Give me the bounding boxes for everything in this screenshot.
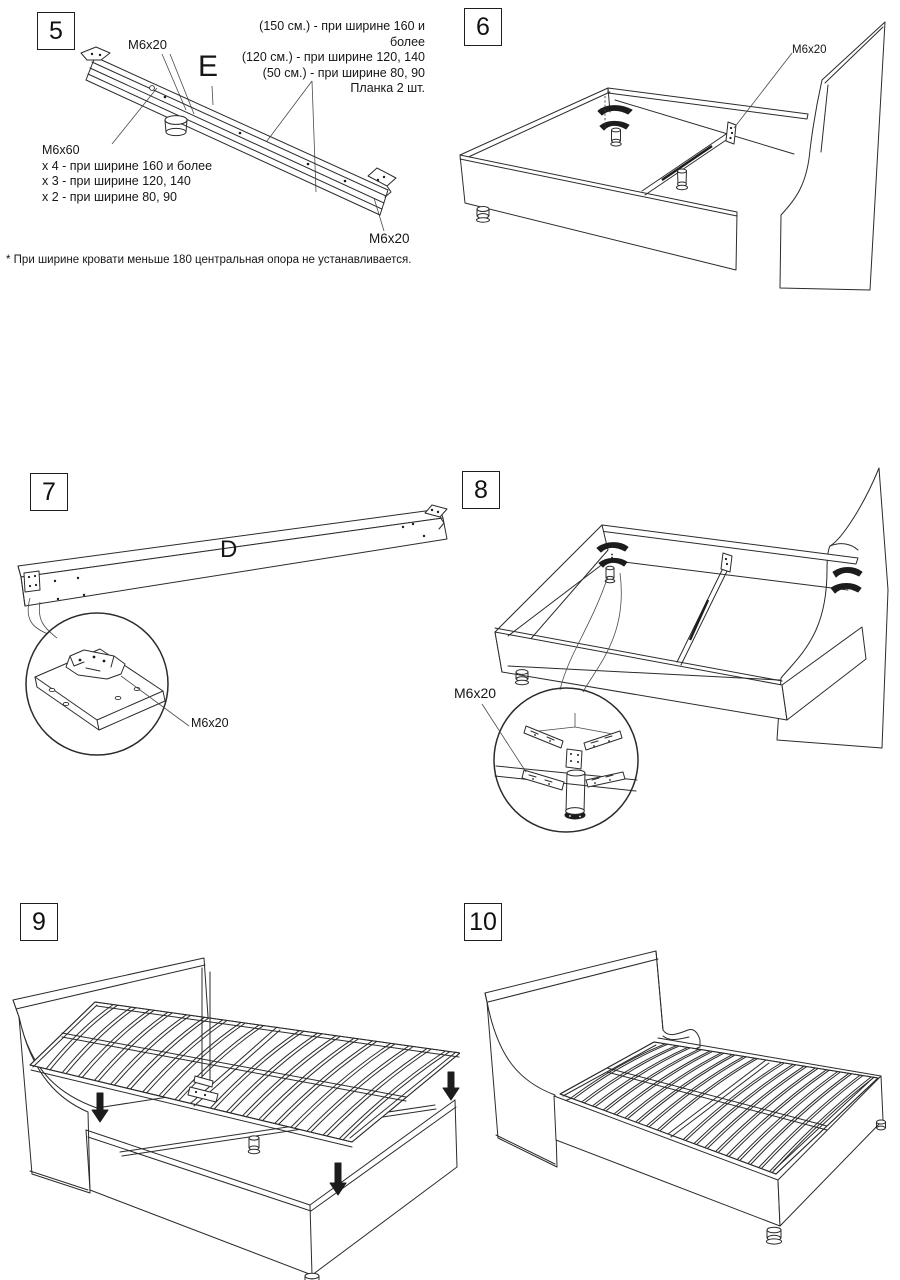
page-footnote: * При ширине кровати меньше 180 центральная опора не устанавливается. xyxy=(6,254,412,266)
step7-number xyxy=(30,473,68,511)
step8-drawing xyxy=(450,460,900,870)
step7-part-letter: D xyxy=(220,536,238,563)
step-number-text: 8 xyxy=(474,475,488,504)
step-number-text: 9 xyxy=(32,907,46,936)
step7-screw-label: M6x20 xyxy=(191,716,229,730)
step9-panel xyxy=(0,890,460,1280)
down-arrow xyxy=(443,1072,459,1100)
step10-number xyxy=(464,903,502,941)
step5-number xyxy=(37,12,75,50)
down-arrow xyxy=(330,1163,346,1195)
screw-spec-option: x 3 - при ширине 120, 140 xyxy=(42,174,191,188)
step-number-text: 10 xyxy=(469,907,497,936)
step6-screw-label: M6x20 xyxy=(792,44,827,56)
step6-drawing xyxy=(450,0,900,310)
step-number-text: 5 xyxy=(49,16,63,45)
screw-spec-option: x 2 - при ширине 80, 90 xyxy=(42,189,177,204)
step5-screw-spec xyxy=(42,143,212,205)
step10-panel xyxy=(460,890,900,1280)
step8-panel xyxy=(450,460,900,870)
plank-option: (120 см.) - при ширине 120, 140 xyxy=(241,50,425,64)
screw-spec-title: M6x60 xyxy=(42,143,80,157)
step5-part-letter: E xyxy=(198,50,219,83)
step6-number xyxy=(464,8,502,46)
step9-drawing xyxy=(0,890,460,1280)
step5-screw-label-top: M6x20 xyxy=(128,37,168,52)
plank-option: (50 см.) - при ширине 80, 90 xyxy=(262,65,425,80)
step5-screw-label-bottom: M6x20 xyxy=(369,231,410,246)
plank-option: (150 см.) - при ширине 160 и более xyxy=(259,19,425,49)
step9-number xyxy=(20,903,58,941)
step8-screw-label: M6x20 xyxy=(454,685,497,701)
screw-spec-option: x 4 - при ширине 160 и более xyxy=(42,158,213,173)
step8-number xyxy=(462,471,500,509)
step5-plank-spec xyxy=(225,19,425,97)
step-number-text: 7 xyxy=(42,477,56,506)
plank-note: Планка 2 шт. xyxy=(350,81,425,95)
step10-drawing xyxy=(460,890,900,1280)
step-number-text: 6 xyxy=(476,12,490,41)
step6-panel xyxy=(450,0,900,310)
